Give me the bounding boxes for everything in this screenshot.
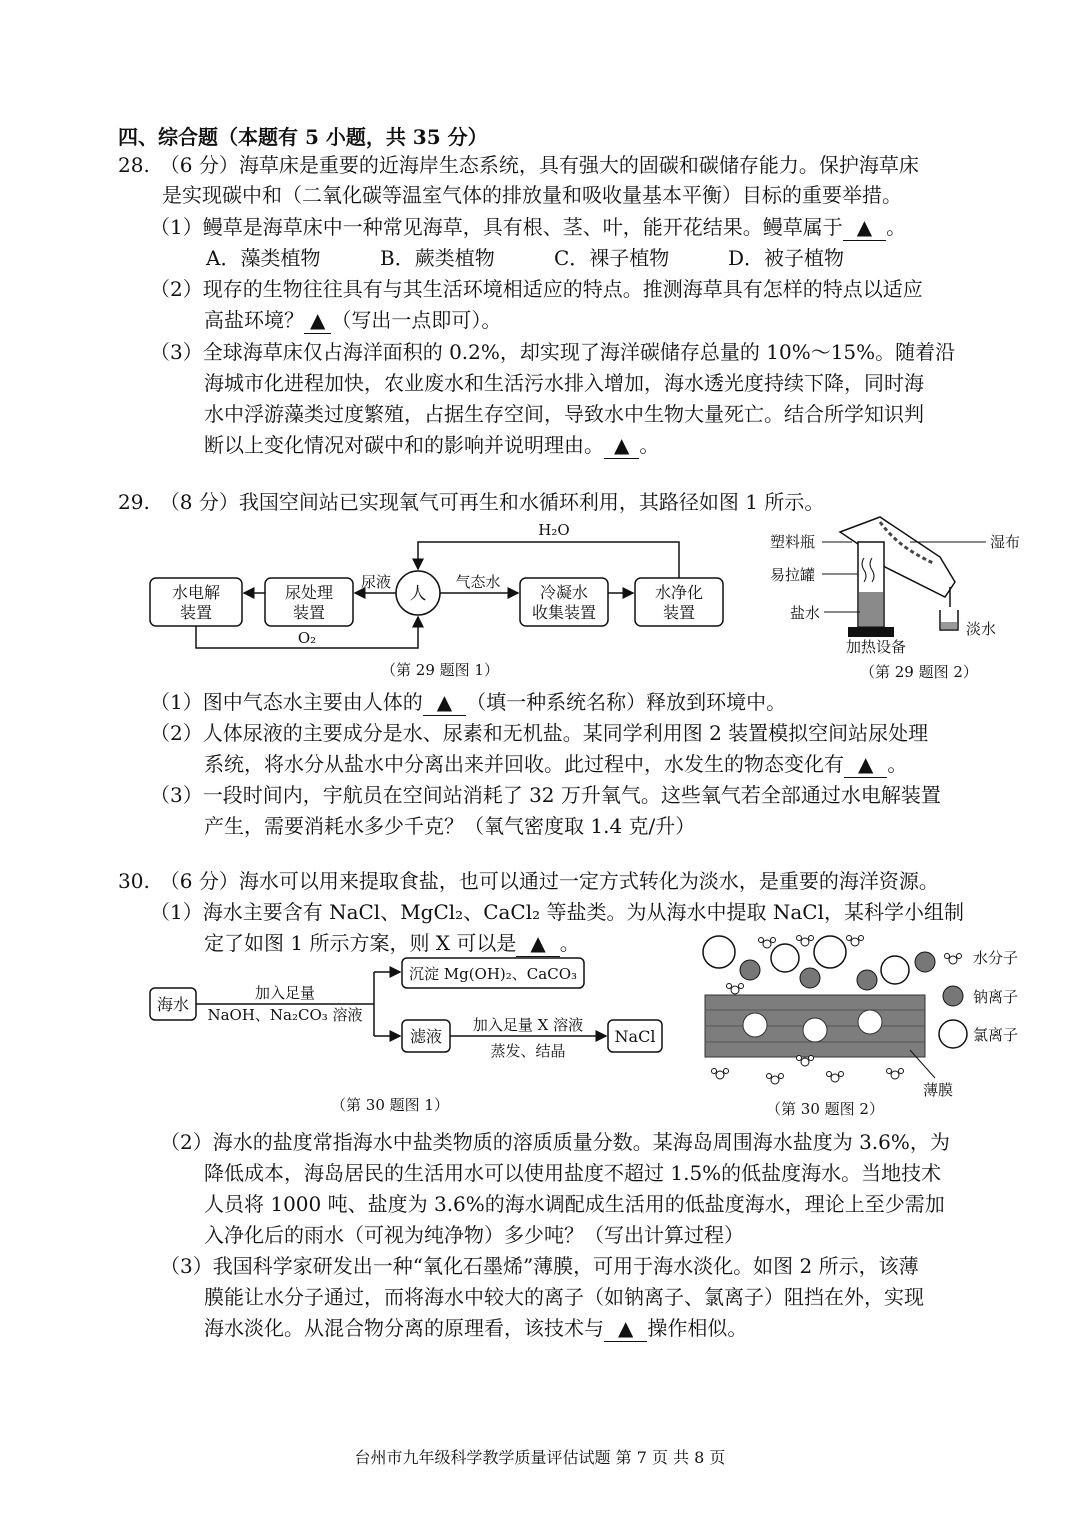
add-x-label: 加入足量 X 溶液 [472,1016,584,1034]
q28-part3-line1: （3）全球海草床仅占海洋面积的 0.2%，却实现了海洋碳储存总量的 10%～15%。随着沿 [150,340,956,364]
membrane-label: 薄膜 [923,1081,954,1099]
q28-part3-end: 。 [639,433,660,457]
q30-part1-end: 。 [559,931,580,955]
q28-part3-text: 断以上变化情况对碳中和的影响并说明理由。 [204,433,604,457]
q30-fig1-caption: （第 30 题图 1） [331,1096,449,1114]
answer-blank[interactable]: ▲ [844,751,887,778]
answer-blank[interactable]: ▲ [604,1315,647,1342]
legend-sodium-label: 钠离子 [973,988,1019,1006]
q28-part2-hint: （写出一点即可）。 [331,308,502,332]
q30-part3-line2: 膜能让水分子通过，而将海水中较大的离子（如钠离子、氯离子）阻挡在外，实现 [204,1285,924,1309]
filtrate-label: 滤液 [409,1027,443,1046]
q30-part1-line1: （1）海水主要含有 NaCl、MgCl₂、CaCl₂ 等盐类。为从海水中提取 NaCl，某科学小组制 [150,900,964,924]
seawater-label: 海水 [156,995,190,1014]
precipitate-label: 沉淀 Mg(OH)₂、CaCO₃ [408,965,578,983]
q30-figure2 [695,930,1040,1120]
q30-part3-end: 操作相似。 [647,1316,748,1340]
evaporate-label: 蒸发、结晶 [490,1042,566,1060]
q30-part2-line2: 降低成本，海岛居民的生活用水可以使用盐度不超过 1.5%的低盐度海水。当地技术 [204,1161,942,1185]
q30-part3-line1: （3）我国科学家研发出一种“氧化石墨烯”薄膜，可用于海水淡化。如图 2 所示，该薄 [160,1254,919,1278]
q29-part1-text: （1）图中气态水主要由人体的 [150,690,423,714]
electrolysis-label-2: 装置 [179,603,213,622]
q29-part1 [150,689,786,716]
q30-fig2-caption: （第 30 题图 2） [766,1100,884,1118]
q28-part2-line1: （2）现存的生物往往具有与其生活环境相适应的特点。推测海草具有怎样的特点以适应 [150,277,923,301]
fresh-water-label: 淡水 [966,620,997,638]
answer-blank[interactable]: ▲ [516,930,559,957]
q30-part2-line1: （2）海水的盐度常指海水中盐类物质的溶质质量分数。某海岛周围海水盐度为 3.6%，为 [160,1130,950,1154]
can-label: 易拉罐 [770,566,816,584]
q28-part2-line2 [204,307,501,334]
q28-part3-line3: 水中浮游藻类过度繁殖，占据生存空间，导致水中生物大量死亡。结合所学知识判 [204,402,924,426]
membrane-layer [705,995,925,1057]
q28-line2: 是实现碳中和（二氧化碳等温室气体的排放量和吸收量基本平衡）目标的重要举措。 [162,183,902,207]
q28-option-a: A．藻类植物 [206,246,321,270]
q28-part2-text: 高盐环境？ [204,308,304,332]
q29-part2-text: 系统，将水分从盐水中分离出来并回收。此过程中，水发生的物态变化有 [204,752,844,776]
answer-blank[interactable]: ▲ [604,432,639,459]
q28-part3-line2: 海城市化进程加快，农业废水和生活污水排入增加，海水透光度持续下降，同时海 [204,371,924,395]
legend-water [945,949,1019,967]
vapor-arrow-label: 气态水 [455,573,501,591]
o2-label: O₂ [297,629,317,647]
reagent1-label: NaOH、Na₂CO₃ 溶液 [207,1006,363,1024]
legend-sodium [943,986,1018,1006]
q30-part3-text: 海水淡化。从混合物分离的原理看，该技术与 [204,1316,604,1340]
legend-chloride-label: 氯离子 [973,1026,1019,1044]
q28-option-c: C．裸子植物 [554,246,670,270]
q30-part3-line3 [204,1315,747,1342]
answer-blank[interactable]: ▲ [423,689,466,716]
q28-line1: 28. （6 分）海草床是重要的近海岸生态系统，具有强大的固碳和碳储存能力。保护海草床 [118,153,919,177]
person-label: 人 [409,584,427,604]
q29-figure1 [140,515,740,680]
purify-label-2: 装置 [662,603,696,622]
section-title: 四、综合题（本题有 5 小题，共 35 分） [118,125,488,149]
legend-chloride [939,1020,1018,1048]
q28-part1-end: 。 [886,215,907,239]
urine-arrow-label: 尿液 [360,573,392,591]
q29-part3-line1: （3）一段时间内，宇航员在空间站消耗了 32 万升氧气。这些氧气若全部通过水电解装置 [150,783,941,807]
heater-label: 加热设备 [846,638,907,656]
page-footer: 台州市九年级科学教学质量评估试题 第 7 页 共 8 页 [354,1448,726,1467]
wet-cloth-label: 湿布 [990,533,1021,551]
q29-part2-end: 。 [887,752,908,776]
purify-label-1: 水净化 [654,583,704,602]
q28-part1 [150,214,906,241]
add-reagent1-label: 加入足量 [254,984,316,1002]
condense-label-1: 冷凝水 [539,583,589,602]
q29-part3-line2: 产生，需要消耗水多少千克？（氧气密度取 1.4 克/升） [204,814,696,838]
q30-figure1 [140,950,685,1120]
nacl-label: NaCl [614,1027,656,1046]
q28-part3-line4 [204,432,659,459]
legend-water-label: 水分子 [973,949,1019,967]
urine-label-1: 尿处理 [284,583,334,602]
q29-figure2 [760,512,1040,687]
q30-line1: 30. （6 分）海水可以用来提取食盐，也可以通过一定方式转化为淡水，是重要的海洋资源。 [118,869,939,893]
q29-fig1-caption: （第 29 题图 1） [381,661,499,679]
q30-part2-line4: 入净化后的雨水（可视为纯净物）多少吨？（写出计算过程） [204,1223,744,1247]
q29-part1-hint: （填一种系统名称）释放到环境中。 [466,690,787,714]
answer-blank[interactable]: ▲ [304,307,331,334]
urine-label-2: 装置 [292,603,326,622]
electrolysis-label-1: 水电解 [171,583,221,602]
q29-line1: 29. （8 分）我国空间站已实现氧气可再生和水循环利用，其路径如图 1 所示。 [118,490,825,514]
heater-shape [848,627,894,637]
condense-label-2: 收集装置 [531,603,597,622]
q28-part1-text: （1）鳗草是海草床中一种常见海草，具有根、茎、叶，能开花结果。鳗草属于 [150,215,843,239]
h2o-label: H₂O [538,521,570,539]
q28-option-d: D．被子植物 [728,246,845,270]
q29-part2-line2 [204,751,907,778]
answer-blank[interactable]: ▲ [843,214,886,241]
plastic-bottle-label: 塑料瓶 [770,533,816,551]
q30-part1-text: 定了如图 1 所示方案，则 X 可以是 [204,931,517,955]
q29-fig2-caption: （第 29 题图 2） [860,663,978,681]
brine-label: 盐水 [790,604,821,622]
q29-part2-line1: （2）人体尿液的主要成分是水、尿素和无机盐。某同学利用图 2 装置模拟空间站尿处理 [150,721,929,745]
q28-option-b: B．蕨类植物 [380,246,495,270]
q30-part2-line3: 人员将 1000 吨、盐度为 3.6%的海水调配成生活用的低盐度海水，理论上至少需加 [204,1192,945,1216]
